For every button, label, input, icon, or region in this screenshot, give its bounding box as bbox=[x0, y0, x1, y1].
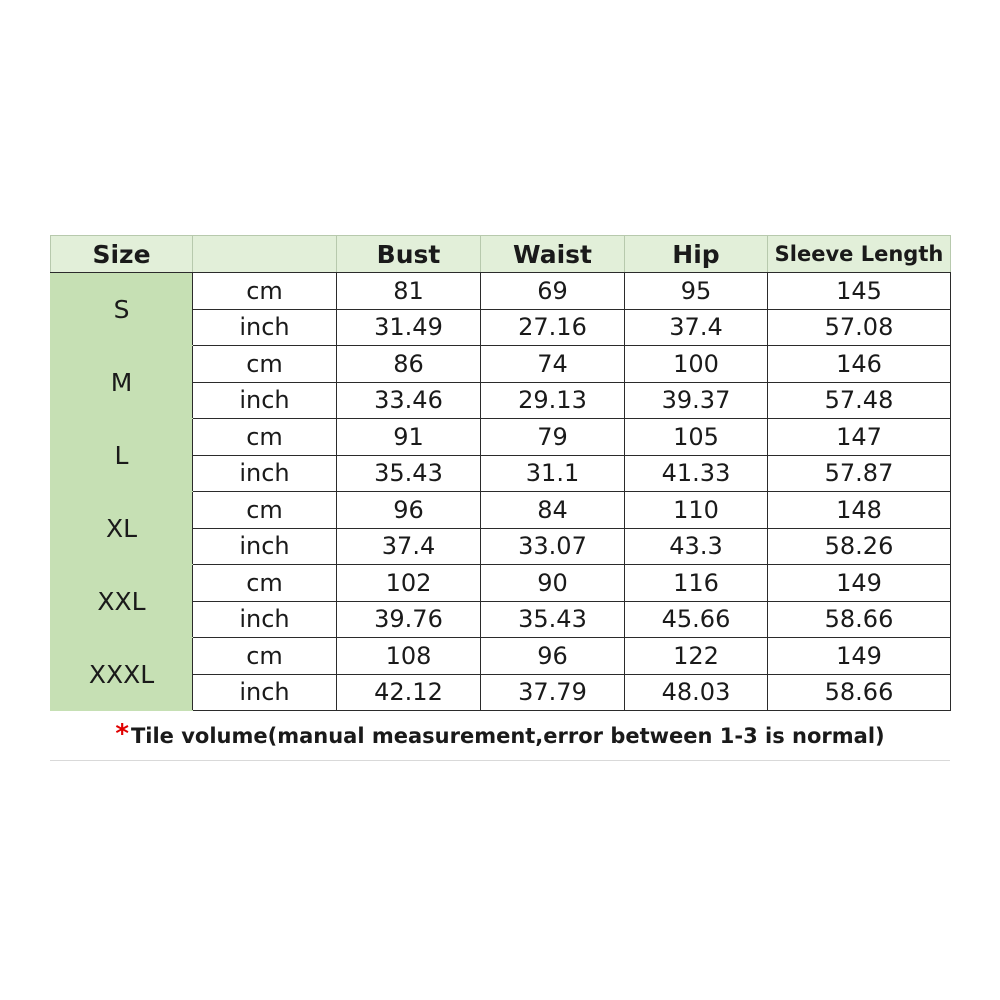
note-text: Tile volume(manual measurement,error between 1-3 is normal) bbox=[130, 723, 885, 748]
waist-cell: 96 bbox=[481, 638, 625, 675]
sleeve-cell: 149 bbox=[768, 638, 951, 675]
hip-cell: 37.4 bbox=[625, 309, 768, 346]
size-label: L bbox=[51, 419, 193, 492]
unit-cell: inch bbox=[193, 601, 337, 638]
sleeve-cell: 58.66 bbox=[768, 674, 951, 711]
sleeve-cell: 145 bbox=[768, 273, 951, 310]
bust-cell: 31.49 bbox=[337, 309, 481, 346]
size-chart bbox=[50, 235, 950, 761]
table-row bbox=[51, 492, 951, 529]
unit-cell: cm bbox=[193, 273, 337, 310]
hip-cell: 110 bbox=[625, 492, 768, 529]
unit-cell: cm bbox=[193, 419, 337, 456]
table-row bbox=[51, 419, 951, 456]
header-size: Size bbox=[51, 236, 193, 273]
waist-cell: 35.43 bbox=[481, 601, 625, 638]
size-label: XXL bbox=[51, 565, 193, 638]
hip-cell: 95 bbox=[625, 273, 768, 310]
sleeve-cell: 58.66 bbox=[768, 601, 951, 638]
bust-cell: 35.43 bbox=[337, 455, 481, 492]
header-sleeve-length: Sleeve Length bbox=[768, 236, 951, 273]
bust-cell: 96 bbox=[337, 492, 481, 529]
unit-cell: inch bbox=[193, 309, 337, 346]
hip-cell: 116 bbox=[625, 565, 768, 602]
bust-cell: 33.46 bbox=[337, 382, 481, 419]
bust-cell: 81 bbox=[337, 273, 481, 310]
header-row bbox=[51, 236, 951, 273]
bust-cell: 42.12 bbox=[337, 674, 481, 711]
hip-cell: 41.33 bbox=[625, 455, 768, 492]
header-bust: Bust bbox=[337, 236, 481, 273]
asterisk-mark: * bbox=[115, 718, 129, 749]
header-hip: Hip bbox=[625, 236, 768, 273]
unit-cell: cm bbox=[193, 638, 337, 675]
unit-cell: inch bbox=[193, 455, 337, 492]
hip-cell: 43.3 bbox=[625, 528, 768, 565]
table-row bbox=[51, 273, 951, 310]
waist-cell: 69 bbox=[481, 273, 625, 310]
sleeve-cell: 148 bbox=[768, 492, 951, 529]
unit-cell: cm bbox=[193, 565, 337, 602]
sleeve-cell: 58.26 bbox=[768, 528, 951, 565]
unit-cell: inch bbox=[193, 382, 337, 419]
hip-cell: 105 bbox=[625, 419, 768, 456]
unit-cell: cm bbox=[193, 492, 337, 529]
size-label: XXXL bbox=[51, 638, 193, 711]
size-label: XL bbox=[51, 492, 193, 565]
bust-cell: 91 bbox=[337, 419, 481, 456]
sleeve-cell: 57.08 bbox=[768, 309, 951, 346]
waist-cell: 79 bbox=[481, 419, 625, 456]
unit-cell: cm bbox=[193, 346, 337, 383]
bust-cell: 37.4 bbox=[337, 528, 481, 565]
bust-cell: 102 bbox=[337, 565, 481, 602]
hip-cell: 39.37 bbox=[625, 382, 768, 419]
table-row bbox=[51, 565, 951, 602]
sleeve-cell: 149 bbox=[768, 565, 951, 602]
table-row bbox=[51, 638, 951, 675]
waist-cell: 33.07 bbox=[481, 528, 625, 565]
waist-cell: 31.1 bbox=[481, 455, 625, 492]
sleeve-cell: 57.87 bbox=[768, 455, 951, 492]
waist-cell: 37.79 bbox=[481, 674, 625, 711]
bust-cell: 86 bbox=[337, 346, 481, 383]
waist-cell: 84 bbox=[481, 492, 625, 529]
sleeve-cell: 57.48 bbox=[768, 382, 951, 419]
table-row bbox=[51, 346, 951, 383]
waist-cell: 90 bbox=[481, 565, 625, 602]
measurement-note bbox=[50, 711, 950, 761]
header-waist: Waist bbox=[481, 236, 625, 273]
hip-cell: 48.03 bbox=[625, 674, 768, 711]
size-label: S bbox=[51, 273, 193, 346]
hip-cell: 45.66 bbox=[625, 601, 768, 638]
bust-cell: 108 bbox=[337, 638, 481, 675]
sleeve-cell: 147 bbox=[768, 419, 951, 456]
hip-cell: 122 bbox=[625, 638, 768, 675]
waist-cell: 29.13 bbox=[481, 382, 625, 419]
header-unit bbox=[193, 236, 337, 273]
sleeve-cell: 146 bbox=[768, 346, 951, 383]
size-label: M bbox=[51, 346, 193, 419]
waist-cell: 74 bbox=[481, 346, 625, 383]
waist-cell: 27.16 bbox=[481, 309, 625, 346]
size-table bbox=[50, 235, 951, 711]
hip-cell: 100 bbox=[625, 346, 768, 383]
bust-cell: 39.76 bbox=[337, 601, 481, 638]
unit-cell: inch bbox=[193, 674, 337, 711]
unit-cell: inch bbox=[193, 528, 337, 565]
